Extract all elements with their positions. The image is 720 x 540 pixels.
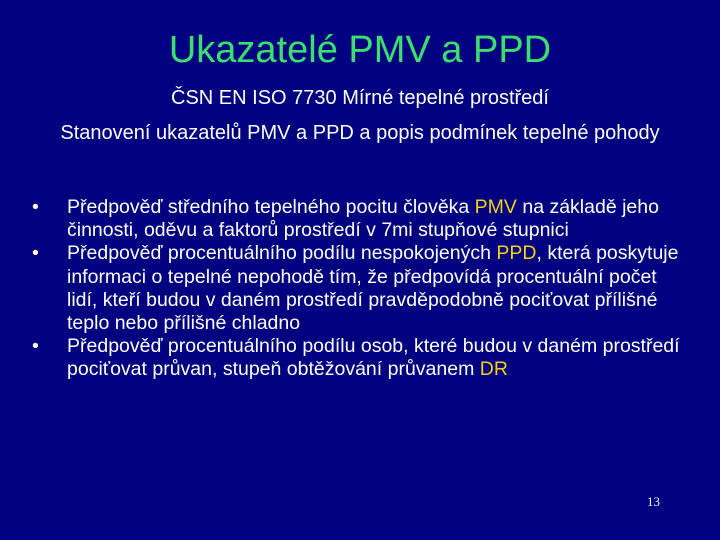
- page-number: 13: [647, 494, 660, 509]
- bullet-item-pmv: [32, 196, 692, 242]
- bullet-text: Předpověď procentuálního podílu nespokojených: [67, 242, 497, 265]
- bullet-icon: •: [32, 242, 39, 265]
- standard-subtitle: ČSN EN ISO 7730 Mírné tepelné prostředí: [171, 87, 549, 109]
- bullet-item-dr: [32, 335, 692, 381]
- highlight-term-dr: DR: [479, 358, 508, 381]
- slide-title: Ukazatelé PMV a PPD: [168, 29, 552, 71]
- bullet-text-cont: , která poskytuje informaci o tepelné nepohodě tím, že předpovídá procentuální počet lidí, kteří budou v daném prostředí pravděpodobně pociťovat přílišné teplo nebo přílišné chladno: [67, 242, 679, 335]
- highlight-term-pmv: PMV: [474, 196, 517, 218]
- bullet-list: [32, 196, 692, 382]
- bullet-text-cont: na základě jeho činnosti, oděvu a faktorů prostředí v 7mi stupňové stupnici: [67, 196, 659, 242]
- bullet-text: Předpověď středního tepelného pocitu člověka: [67, 196, 475, 218]
- bullet-text: Předpověď procentuálního podílu osob, které budou v daném prostředí pociťovat průvan, stupeň obtěžování průvanem: [67, 335, 680, 381]
- bullet-icon: •: [32, 335, 39, 358]
- bullet-icon: •: [32, 196, 39, 218]
- bullet-item-ppd: [32, 242, 692, 335]
- standard-description: Stanovení ukazatelů PMV a PPD a popis podmínek tepelné pohody: [60, 122, 660, 144]
- highlight-term-ppd: PPD: [496, 242, 537, 265]
